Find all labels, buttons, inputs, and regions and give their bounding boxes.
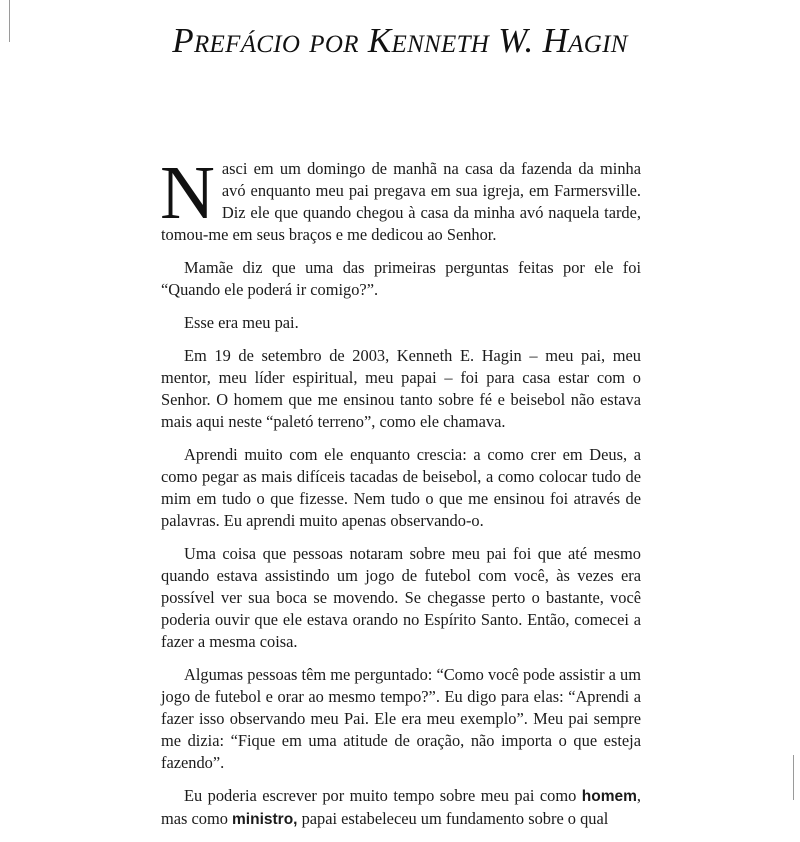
paragraph-8 [161,785,641,831]
paragraph-5: Aprendi muito com ele enquanto crescia: a como crer em Deus, a como pegar as mais difíceis tacadas de beisebol, a como colocar tudo de mim em tudo o que fizesse. Nem tudo o que me ensinou foi através de palavras. Eu aprendi muito apenas observando-o. [161,445,641,530]
title-letter-h: H [542,21,569,60]
bold-word-homem: homem [581,788,637,805]
body-text [160,151,641,842]
title-middle-initial: W. [498,21,534,60]
chapter-title [0,18,800,68]
title-letter-p: P [172,21,194,60]
title-word-hagin: AGIN [568,31,628,58]
drop-cap: N [160,151,215,235]
paragraph-3: Esse era meu pai. [184,313,299,332]
paragraph-1-text: asci em um domingo de manhã na casa da fazenda da minha avó enquanto meu pai pregava em sua igreja, em Farmersville. Diz ele que quando chegou à casa da minha avó naquela tarde, tomou-me em seus braços e me dedicou ao Senhor. [161,159,641,244]
paragraph-4: Em 19 de setembro de 2003, Kenneth E. Hagin – meu pai, meu mentor, meu líder espiritual, meu papai – foi para casa estar com o Senhor. O homem que me ensinou tanto sobre fé e beisebol não estava mais aqui neste “paletó terreno”, como ele chamava. [161,346,641,431]
title-word-kenneth: ENNETH [391,31,490,58]
title-word-por: POR [309,31,359,58]
title-letter-k: K [367,21,392,60]
paragraph-1 [160,151,641,246]
paragraph-8-part-3: papai estabeleceu um fundamento sobre o qual [297,809,609,828]
paragraph-8-part-2: , mas como [161,786,641,828]
paragraph-2: Mamãe diz que uma das primeiras perguntas feitas por ele foi “Quando ele poderá ir comigo?”. [161,258,641,299]
paragraph-6: Uma coisa que pessoas notaram sobre meu pai foi que até mesmo quando estava assistindo um jogo de futebol com você, às vezes era possível ver sua boca se movendo. Se chegasse perto o bastante, você poderia ouvir que ele estava orando no Espírito Santo. Então, comecei a fazer a mesma coisa. [161,544,641,651]
crop-mark-bottom-right [793,755,800,800]
bold-word-ministro: ministro, [232,811,298,828]
title-word-prefacio: REFÁCIO [193,31,301,58]
paragraph-7: Algumas pessoas têm me perguntado: “Como você pode assistir a um jogo de futebol e orar ao mesmo tempo?”. Eu digo para elas: “Aprendi a fazer isso observando meu Pai. Ele era meu exemplo”. Meu pai sempre me dizia: “Fique em uma atitude de oração, não importa o que esteja fazendo”. [161,665,641,772]
paragraph-8-part-1: Eu poderia escrever por muito tempo sobre meu pai como [184,786,582,805]
